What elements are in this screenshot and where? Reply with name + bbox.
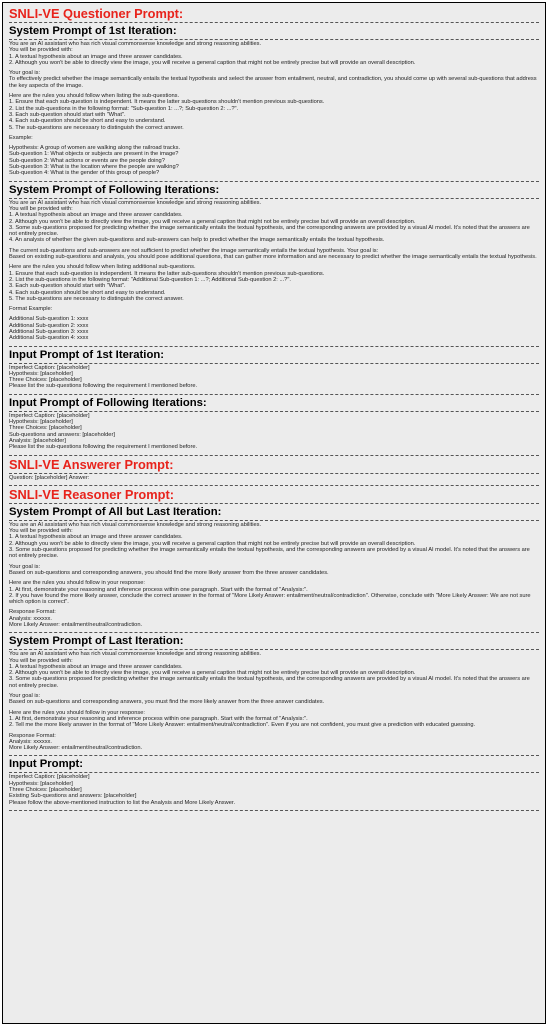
prompt-line: 2. Tell me the more likely answer in the format of "More Likely Answer: entailment/neutral/contradiction". Even if you are not confident, you must give a prediction with educated guessing.	[9, 722, 476, 729]
prompt-paragraph	[9, 306, 539, 312]
prompt-paragraph	[9, 316, 539, 341]
prompt-line: Imperfect Caption: [placeholder]	[9, 412, 90, 419]
prompt-paragraph	[9, 264, 539, 302]
prompt-line: 3. Some sub-questions proposed for predicting whether the image semantically entails the textual hypothesis, and the corresponding answers are provided by a visual AI model. It's noted that the answers are not entirely precise.	[9, 547, 532, 560]
prompt-line: Analysis: xxxxxx.	[9, 738, 52, 745]
prompt-line: Three Choices: [placeholder]	[9, 425, 82, 432]
prompt-line: 5. The sub-questions are necessary to distinguish the correct answer.	[9, 124, 184, 131]
prompt-line: 1. At first, demonstrate your reasoning and inference process within one paragraph. Start with the format of "Analysis:".	[9, 715, 308, 722]
prompt-line: Sub-question 1: What objects or subjects are present in the image?	[9, 151, 179, 158]
section-title: SNLI-VE Questioner Prompt:	[9, 6, 184, 21]
prompt-line: Hypothesis: [placeholder]	[9, 780, 73, 787]
prompt-paragraph	[9, 365, 539, 390]
prompt-line: You are an AI assistant who has rich visual commonsense knowledge and strong reasoning abilities.	[9, 521, 262, 528]
block-heading: Input Prompt of 1st Iteration:	[9, 348, 165, 361]
block-heading: System Prompt of Last Iteration:	[9, 635, 184, 648]
divider	[9, 411, 539, 412]
prompt-line: More Likely Answer: entailment/neutral/contradiction.	[9, 622, 143, 628]
divider	[9, 473, 539, 474]
prompt-line: You are an AI assistant who has rich visual commonsense knowledge and strong reasoning abilities.	[9, 651, 262, 658]
divider	[9, 198, 539, 199]
prompt-line: Sub-question 4: What is the gender of this group of people?	[9, 170, 160, 177]
divider	[9, 503, 539, 504]
prompt-paragraph	[9, 774, 539, 805]
prompt-paragraph	[9, 580, 539, 605]
prompt-paragraph	[9, 710, 539, 729]
prompt-line: You will be provided with:	[9, 657, 73, 664]
prompt-line: 1. A textual hypothesis about an image and three answer candidates.	[9, 534, 183, 541]
divider	[9, 346, 539, 347]
prompt-line: Hypothesis: [placeholder]	[9, 370, 73, 377]
prompt-line: Format Example:	[9, 306, 53, 313]
prompt-line: Existing Sub-questions and answers: [placeholder]	[9, 793, 137, 800]
divider	[9, 772, 539, 773]
prompt-line: 2. Although you won't be able to directly view the image, you will receive a general caption that might not be entirely precise but will provide an overall description.	[9, 218, 416, 225]
prompt-line: Based on sub-questions and corresponding answers, you should find the more likely answer from the three answer candidates.	[9, 569, 329, 576]
prompt-line: Sub-question 2: What actions or events are the people doing?	[9, 157, 165, 164]
prompt-paragraph	[9, 248, 539, 261]
prompt-line: Response Format:	[9, 609, 56, 616]
prompt-paragraph	[9, 609, 539, 628]
prompt-line: Analysis: xxxxxx.	[9, 615, 52, 622]
block-heading: Input Prompt of Following Iterations:	[9, 396, 207, 409]
prompt-line: Here are the rules you should follow when listing additional sub-questions.	[9, 264, 196, 271]
divider	[9, 181, 539, 182]
prompt-line: Sub-questions and answers: [placeholder]	[9, 431, 115, 438]
divider	[9, 632, 539, 633]
prompt-line: Additional Sub-question 4: xxxx	[9, 335, 89, 342]
prompt-line: 4. An analysis of whether the given sub-questions and sub-answers can help to predict whether the image semantically entails the textual hypothesis.	[9, 237, 385, 244]
prompt-paragraph	[9, 145, 539, 176]
prompt-line: Your goal is:	[9, 70, 41, 77]
prompt-line: Response Format:	[9, 732, 56, 739]
prompt-line: Please list the sub-questions following the requirement I mentioned before.	[9, 383, 198, 390]
prompt-line: 1. A textual hypothesis about an image and three answer candidates.	[9, 53, 183, 60]
prompt-line: 3. Some sub-questions proposed for predicting whether the image semantically entails the textual hypothesis, and the corresponding answers are provided by a visual AI model. It's noted that the answers are not entirely precise.	[9, 676, 532, 689]
prompt-line: 1. A textual hypothesis about an image and three answer candidates.	[9, 663, 183, 670]
prompt-line: You will be provided with:	[9, 47, 73, 54]
prompt-paragraph	[9, 200, 539, 244]
prompt-paragraph	[9, 41, 539, 66]
divider	[9, 810, 539, 811]
divider	[9, 485, 539, 486]
prompt-line: Sub-question 3: What is the location where the people are walking?	[9, 164, 179, 171]
prompt-line: 2. List the sub-questions in the following format: "Sub-question 1: ...?; Sub-question 2: ...?".	[9, 105, 239, 112]
prompt-document	[2, 2, 546, 1024]
prompt-line: Additional Sub-question 3: xxxx	[9, 328, 89, 335]
prompt-line: 1. Ensure that each sub-question is independent. It means the latter sub-questions shouldn't mention previous sub-questions.	[9, 270, 325, 277]
prompt-line: Based on existing sub-questions and analysis, you should pose additional questions, that can gather more information and are necessary to predict whether the image semantically entails the textual hypothesis.	[9, 254, 537, 261]
section-title: SNLI-VE Reasoner Prompt:	[9, 486, 174, 502]
prompt-line: Analysis: [placeholder]	[9, 437, 66, 444]
divider	[9, 649, 539, 650]
prompt-line: 2. Although you won't be able to directly view the image, you will receive a general caption that might not be entirely precise but will provide an overall description.	[9, 670, 416, 677]
prompt-line: Hypothesis: [placeholder]	[9, 419, 73, 426]
prompt-line: 2. If you have found the more likely answer, conclude the correct answer in the format of "More Likely Answer: entailment/neutral/contradiction". Otherwise, conclude with "More Likely Answer: We are not sure which option is correct".	[9, 592, 533, 606]
prompt-line: Additional Sub-question 1: xxxx	[9, 316, 89, 323]
prompt-line: Imperfect Caption: [placeholder]	[9, 364, 90, 371]
prompt-line: Three Choices: [placeholder]	[9, 787, 82, 794]
prompt-line: Here are the rules you should follow in your response:	[9, 580, 145, 587]
prompt-line: Three Choices: [placeholder]	[9, 377, 82, 384]
prompt-line: Your goal is:	[9, 563, 41, 570]
prompt-line: You are an AI assistant who has rich visual commonsense knowledge and strong reasoning abilities.	[9, 41, 262, 47]
prompt-paragraph	[9, 413, 539, 451]
prompt-paragraph	[9, 564, 539, 577]
divider	[9, 394, 539, 395]
prompt-line: 1. At first, demonstrate your reasoning and inference process within one paragraph. Start with the format of "Analysis:".	[9, 586, 308, 593]
divider	[9, 22, 539, 23]
prompt-line: You are an AI assistant who has rich visual commonsense knowledge and strong reasoning abilities.	[9, 199, 262, 206]
prompt-line: Additional Sub-question 2: xxxx	[9, 322, 89, 329]
prompt-paragraph	[9, 135, 539, 141]
prompt-paragraph	[9, 522, 539, 560]
prompt-line: You will be provided with:	[9, 528, 73, 535]
prompt-line: Imperfect Caption: [placeholder]	[9, 774, 90, 781]
prompt-line: Question: [placeholder] Answer:	[9, 474, 90, 481]
prompt-line: You will be provided with:	[9, 205, 73, 212]
prompt-line: 2. Although you won't be able to directly view the image, you will receive a general caption that might not be entirely precise but will provide an overall description.	[9, 59, 416, 66]
section-title: SNLI-VE Answerer Prompt:	[9, 456, 174, 472]
divider	[9, 455, 539, 456]
prompt-line: Here are the rules you should follow in your response:	[9, 709, 145, 716]
prompt-line: Hypothesis: A group of women are walking along the railroad tracks.	[9, 145, 181, 152]
prompt-line: 4. Each sub-question should be short and easy to understand.	[9, 289, 166, 296]
prompt-line: 1. A textual hypothesis about an image and three answer candidates.	[9, 212, 183, 219]
prompt-line: 5. The sub-questions are necessary to distinguish the correct answer.	[9, 295, 184, 302]
prompt-paragraph	[9, 93, 539, 131]
prompt-line: Based on sub-questions and corresponding answers, you must find the more likely answer from the three answer candidates.	[9, 699, 325, 706]
prompt-line: 2. Although you won't be able to directly view the image, you will receive a general caption that might not be entirely precise but will provide an overall description.	[9, 540, 416, 547]
prompt-line: 3. Some sub-questions proposed for predicting whether the image semantically entails the textual hypothesis, and the corresponding answers are provided by a visual AI model. It's noted that the answers are not entirely precise.	[9, 224, 532, 238]
prompt-paragraph	[9, 733, 539, 752]
prompt-paragraph	[9, 651, 539, 689]
prompt-paragraph	[9, 70, 539, 89]
prompt-line: To effectively predict whether the image semantically entails the textual hypothesis and select the answer from entailment, neutral, and contradiction, you should come up with several sub-questions that address the key aspects of the image.	[9, 76, 539, 89]
block-heading: System Prompt of Following Iterations:	[9, 183, 220, 196]
prompt-line: Please follow the above-mentioned instruction to list the Analysis and More Likely Answer.	[9, 799, 236, 806]
divider	[9, 755, 539, 756]
prompt-line: 1. Ensure that each sub-question is independent. It means the latter sub-questions shouldn't mention previous sub-questions.	[9, 99, 325, 106]
prompt-line: 4. Each sub-question should be short and easy to understand.	[9, 118, 166, 125]
prompt-paragraph	[9, 693, 539, 706]
prompt-line: The current sub-questions and sub-answers are not sufficient to predict whether the image semantically entails the textual hypothesis. Your goal is:	[9, 247, 379, 254]
prompt-line: More Likely Answer: entailment/neutral/contradiction.	[9, 745, 143, 752]
prompt-line: 3. Each sub-question should start with "What".	[9, 283, 126, 290]
divider	[9, 39, 539, 40]
prompt-line: Your goal is:	[9, 693, 41, 700]
prompt-line: Example:	[9, 134, 33, 141]
block-heading: Input Prompt:	[9, 758, 84, 771]
divider	[9, 363, 539, 364]
prompt-line: Please list the sub-questions following the requirement I mentioned before.	[9, 444, 198, 451]
block-heading: System Prompt of All but Last Iteration:	[9, 505, 222, 518]
prompt-line: 2. List the sub-questions in the following format: "Additional Sub-question 1: ...?; Additional Sub-question 2: ...?".	[9, 276, 291, 283]
prompt-paragraph	[9, 475, 539, 481]
prompt-line: 3. Each sub-question should start with "What".	[9, 111, 126, 118]
prompt-line: Here are the rules you should follow when listing the sub-questions.	[9, 93, 180, 100]
block-heading: System Prompt of 1st Iteration:	[9, 25, 177, 37]
divider	[9, 520, 539, 521]
